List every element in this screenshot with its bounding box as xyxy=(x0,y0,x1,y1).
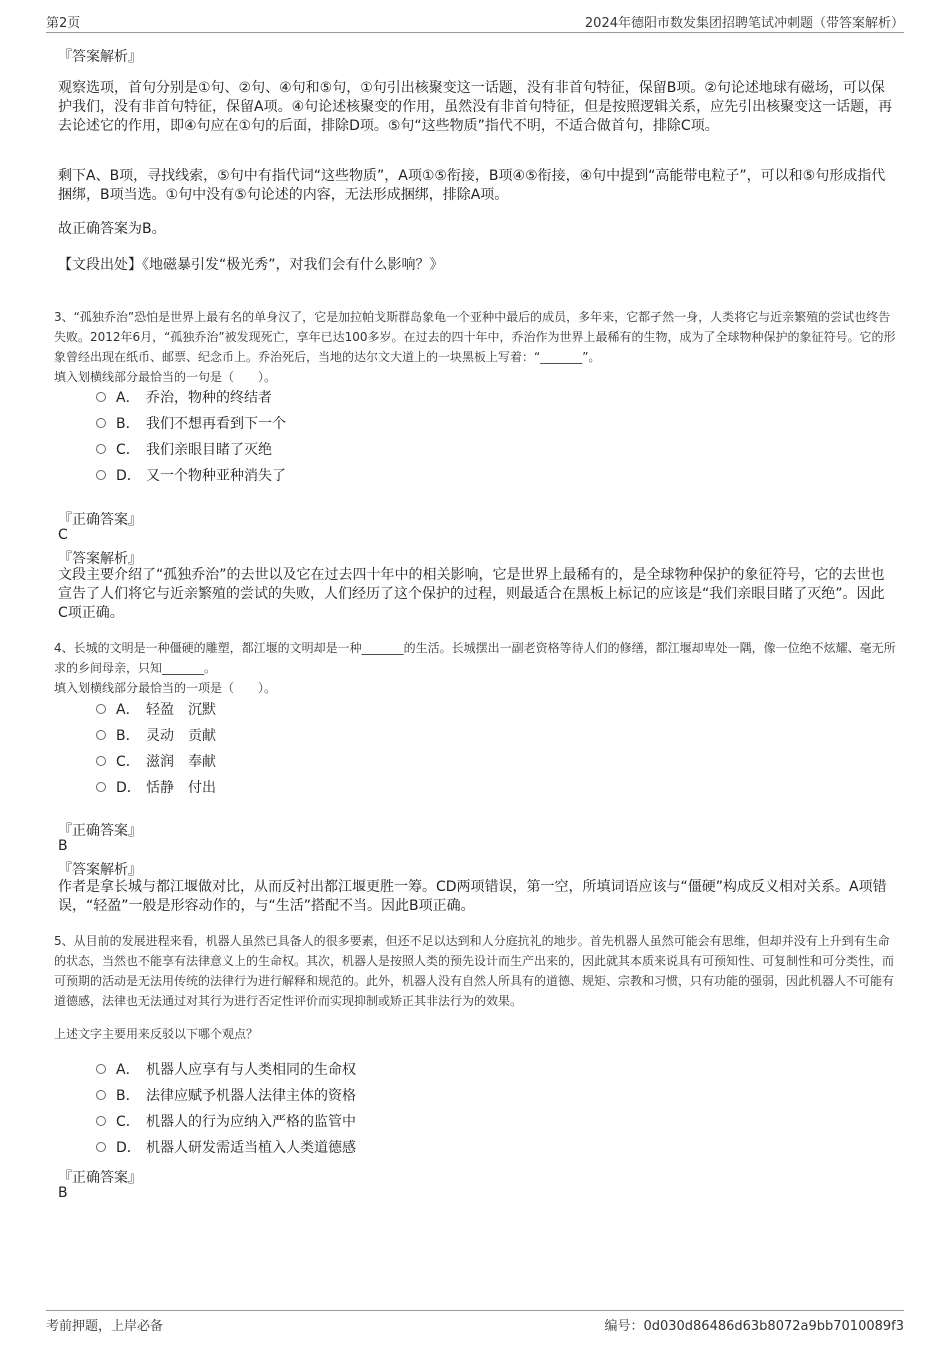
document-title: 2024年德阳市数发集团招聘笔试冲刺题（带答案解析） xyxy=(584,16,904,31)
q5-prompt: 上述文字主要用来反驳以下哪个观点？ xyxy=(54,1027,259,1041)
q3-analysis: 文段主要介绍了“孤独乔治”的去世以及它在过去四十年中的相关影响，它是世界上最稀有的，是全球物种保护的象征符号，它的去世也宣告了人们将它与近亲繁殖的尝试的失败，人们经历了这个保护的过程，则最适合在黑板上标记的应该是“我们亲眼目睹了灭绝”。因此C项正确。 xyxy=(58,567,885,621)
q3-option-d[interactable]: D． 又一个物种亚种消失了 xyxy=(96,466,286,486)
radio-button-icon[interactable] xyxy=(96,1142,106,1152)
q4-stem: 4、长城的文明是一种僵硬的雕塑，都江堰的文明却是一种_______的生活。长城摆出一副老资格等待人们的修缮，都江堰却卑处一隅，像一位绝不炫耀、毫无所求的乡间母亲，只知_______。 xyxy=(54,641,896,675)
radio-button-icon[interactable] xyxy=(96,782,106,792)
q5-option-a[interactable]: A． 机器人应享有与人类相同的生命权 xyxy=(96,1060,356,1080)
q3-prompt: 填入划横线部分最恰当的一句是（ ）。 xyxy=(54,370,277,384)
q2-analysis-para1: 观察选项，首句分别是①句、②句、④句和⑤句，①句引出核聚变这一话题，没有非首句特征，保留B项。②句论述地球有磁场，可以保护我们，没有非首句特征，保留A项。④句论述核聚变的作用，虽然没有非首句特征，但是按照逻辑关系，应先引出核聚变这一话题，再去论述它的作用，即④句应在①句的后面，排除D项。⑤句“这些物质”指代不明，不适合做首句，排除C项。 xyxy=(58,80,893,134)
q2-source: 【文段出处】《地磁暴引发“极光秀”，对我们会有什么影响？》 xyxy=(58,257,444,273)
q4-answer-heading: 『正确答案』 xyxy=(58,823,142,839)
radio-button-icon[interactable] xyxy=(96,470,106,480)
q4-option-a[interactable]: A． 轻盈 沉默 xyxy=(96,700,216,720)
radio-button-icon[interactable] xyxy=(96,418,106,428)
footer-slogan: 考前押题，上岸必备 xyxy=(46,1319,164,1334)
q3-stem: 3、“孤独乔治”恐怕是世界上最有名的单身汉了，它是加拉帕戈斯群岛象龟一个亚种中最后的成员，多年来，它都孑然一身，人类将它与近亲繁殖的尝试也终告失败。2012年6月，“孤独乔治”被发现死亡，享年已达100多岁。在过去的四十年中，乔治作为世界上最稀有的生物，成为了全球物种保护的象征符号。它的形象曾经出现在纸币、邮票、纪念币上。乔治死后，当地的达尔文大道上的一块黑板上写着：“_______”。 xyxy=(54,310,896,364)
q4-prompt: 填入划横线部分最恰当的一项是（ ）。 xyxy=(54,681,277,695)
q5-option-b[interactable]: B． 法律应赋予机器人法律主体的资格 xyxy=(96,1086,356,1106)
q3-answer: C xyxy=(58,527,68,543)
q5-option-c[interactable]: C． 机器人的行为应纳入严格的监管中 xyxy=(96,1112,356,1132)
radio-button-icon[interactable] xyxy=(96,1116,106,1126)
q4-analysis-heading: 『答案解析』 xyxy=(58,862,142,878)
q2-analysis-conclusion: 故正确答案为B。 xyxy=(58,221,166,237)
radio-button-icon[interactable] xyxy=(96,730,106,740)
page-footer xyxy=(46,1310,904,1334)
q5-answer-heading: 『正确答案』 xyxy=(58,1170,142,1186)
q3-answer-heading: 『正确答案』 xyxy=(58,512,142,528)
q5-answer: B xyxy=(58,1185,68,1201)
q2-analysis-para2: 剩下A、B项，寻找线索，⑤句中有指代词“这些物质”，A项①⑤衔接，B项④⑤衔接，④句中提到“高能带电粒子”，可以和⑤句形成指代捆绑，B项当选。①句中没有⑤句论述的内容，无法形成捆绑，排除A项。 xyxy=(58,168,886,203)
radio-button-icon[interactable] xyxy=(96,1090,106,1100)
document-code: 编号：0d030d86486d63b8072a9bb7010089f3 xyxy=(604,1319,904,1334)
q4-analysis: 作者是拿长城与都江堰做对比，从而反衬出都江堰更胜一筹。CD两项错误，第一空，所填词语应该与“僵硬”构成反义相对关系。A项错误，“轻盈”一般是形容动作的，与“生活”搭配不当。因此B项正确。 xyxy=(58,879,887,914)
q4-option-d[interactable]: D． 恬静 付出 xyxy=(96,778,216,798)
radio-button-icon[interactable] xyxy=(96,1064,106,1074)
radio-button-icon[interactable] xyxy=(96,756,106,766)
radio-button-icon[interactable] xyxy=(96,392,106,402)
q3-option-c[interactable]: C． 我们亲眼目睹了灭绝 xyxy=(96,440,272,460)
q3-option-b[interactable]: B． 我们不想再看到下一个 xyxy=(96,414,286,434)
radio-button-icon[interactable] xyxy=(96,704,106,714)
q4-option-c[interactable]: C． 滋润 奉献 xyxy=(96,752,216,772)
radio-button-icon[interactable] xyxy=(96,444,106,454)
q4-option-b[interactable]: B． 灵动 贡献 xyxy=(96,726,216,746)
q3-option-a[interactable]: A． 乔治，物种的终结者 xyxy=(96,388,272,408)
q2-analysis-heading: 『答案解析』 xyxy=(58,49,142,65)
q5-stem: 5、从目前的发展进程来看，机器人虽然已具备人的很多要素，但还不足以达到和人分庭抗礼的地步。首先机器人虽然可能会有思维，但却并没有上升到有生命的状态，当然也不能享有法律意义上的生命权。其次，机器人是按照人类的预先设计而生产出来的，因此就其本质来说具有可预知性、可复制性和可分类性，而可预期的活动是无法用传统的法律行为进行解释和规范的。此外，机器人没有自然人所具有的道德、规矩、宗教和习惯，只有功能的强弱，因此机器人不可能有道德感，法律也无法通过对其行为进行否定性评价而实现抑制或矫正其非法行为的效果。 xyxy=(54,934,895,1008)
page-number: 第2页 xyxy=(46,16,81,31)
q3-analysis-heading: 『答案解析』 xyxy=(58,551,142,567)
page-header xyxy=(46,12,904,33)
q4-answer: B xyxy=(58,838,68,854)
q5-option-d[interactable]: D． 机器人研发需适当植入人类道德感 xyxy=(96,1138,356,1158)
